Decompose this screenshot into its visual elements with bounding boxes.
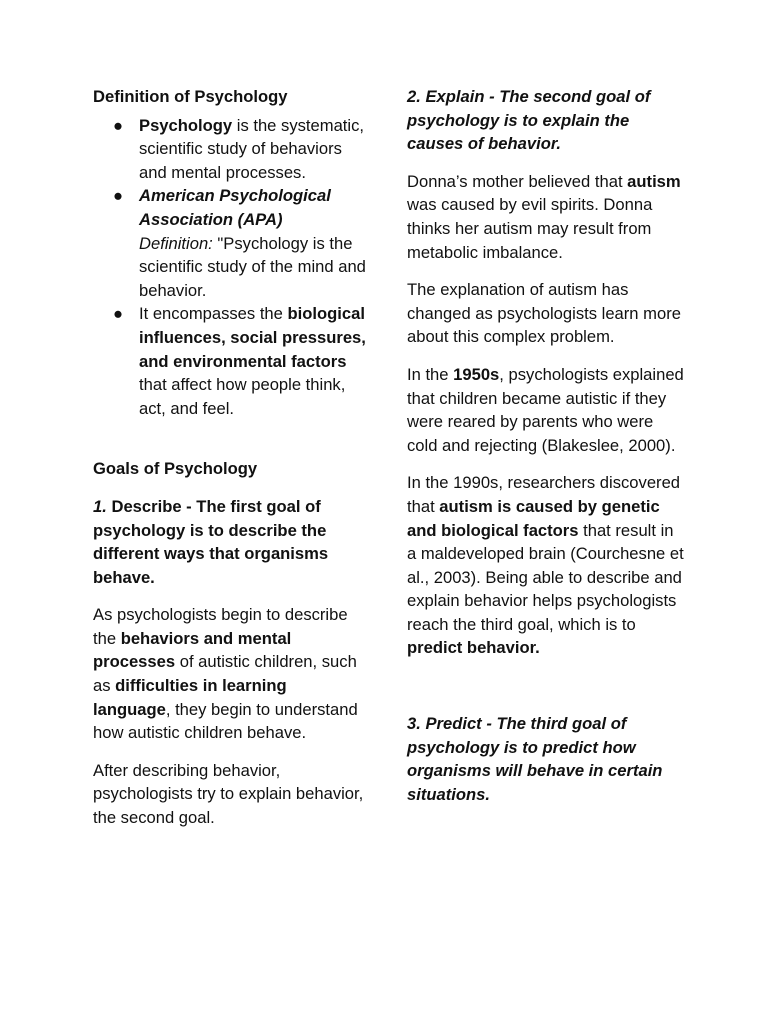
list-item: ● Psychology is the systematic, scientific study of behaviors and mental processes. — [113, 115, 365, 182]
after-describing-paragraph: After describing behavior, psychologists try to explain behavior, the second goal. — [93, 760, 364, 828]
donna-paragraph: Donna’s mother believed that autism was caused by evil spirits. Donna thinks her autism may result from metabolic imbalance. — [407, 171, 681, 262]
describe-paragraph: As psychologists begin to describe the behaviors and mental processes of autistic children, such as difficulties in learning language, they begin to understand how autistic children behave. — [93, 605, 358, 743]
list-item: ● American Psychological Association (APA) Definition: "Psychology is the scientific study of the mind and behavior. — [113, 186, 366, 300]
explain-goal: 2. Explain - The second goal of psychology is to explain the causes of behavior. — [407, 87, 651, 154]
explanation-paragraph: The explanation of autism has changed as psychologists learn more about this complex problem. — [407, 280, 681, 347]
describe-goal: 1. Describe - The first goal of psychology is to describe the different ways that organisms behave. — [93, 496, 329, 587]
bullet-icon: ● — [113, 304, 124, 324]
bullet-icon: ● — [113, 115, 124, 135]
definition-list — [93, 114, 368, 421]
bullet-icon: ● — [113, 186, 124, 206]
fifties-paragraph: In the 1950s, psychologists explained that children became autistic if they were reared by parents who were cold and rejecting (Blakeslee, 2000). — [407, 364, 684, 455]
list-item: ● It encompasses the biological influences, social pressures, and environmental factors that affect how people think, act, and feel. — [113, 304, 366, 418]
goals-heading: Goals of Psychology — [93, 459, 258, 479]
right-column — [407, 85, 687, 806]
nineties-paragraph: In the 1990s, researchers discovered that autism is caused by genetic and biological factors that result in a maldeveloped brain (Courchesne et al., 2003). Being able to describe and explain behavior helps psychologists reach the third goal, which is to predict behavior. — [407, 473, 684, 658]
left-column — [93, 85, 368, 830]
predict-goal: 3. Predict - The third goal of psychology is to predict how organisms will behave in certain situations. — [407, 714, 663, 804]
definition-heading: Definition of Psychology — [93, 87, 288, 106]
